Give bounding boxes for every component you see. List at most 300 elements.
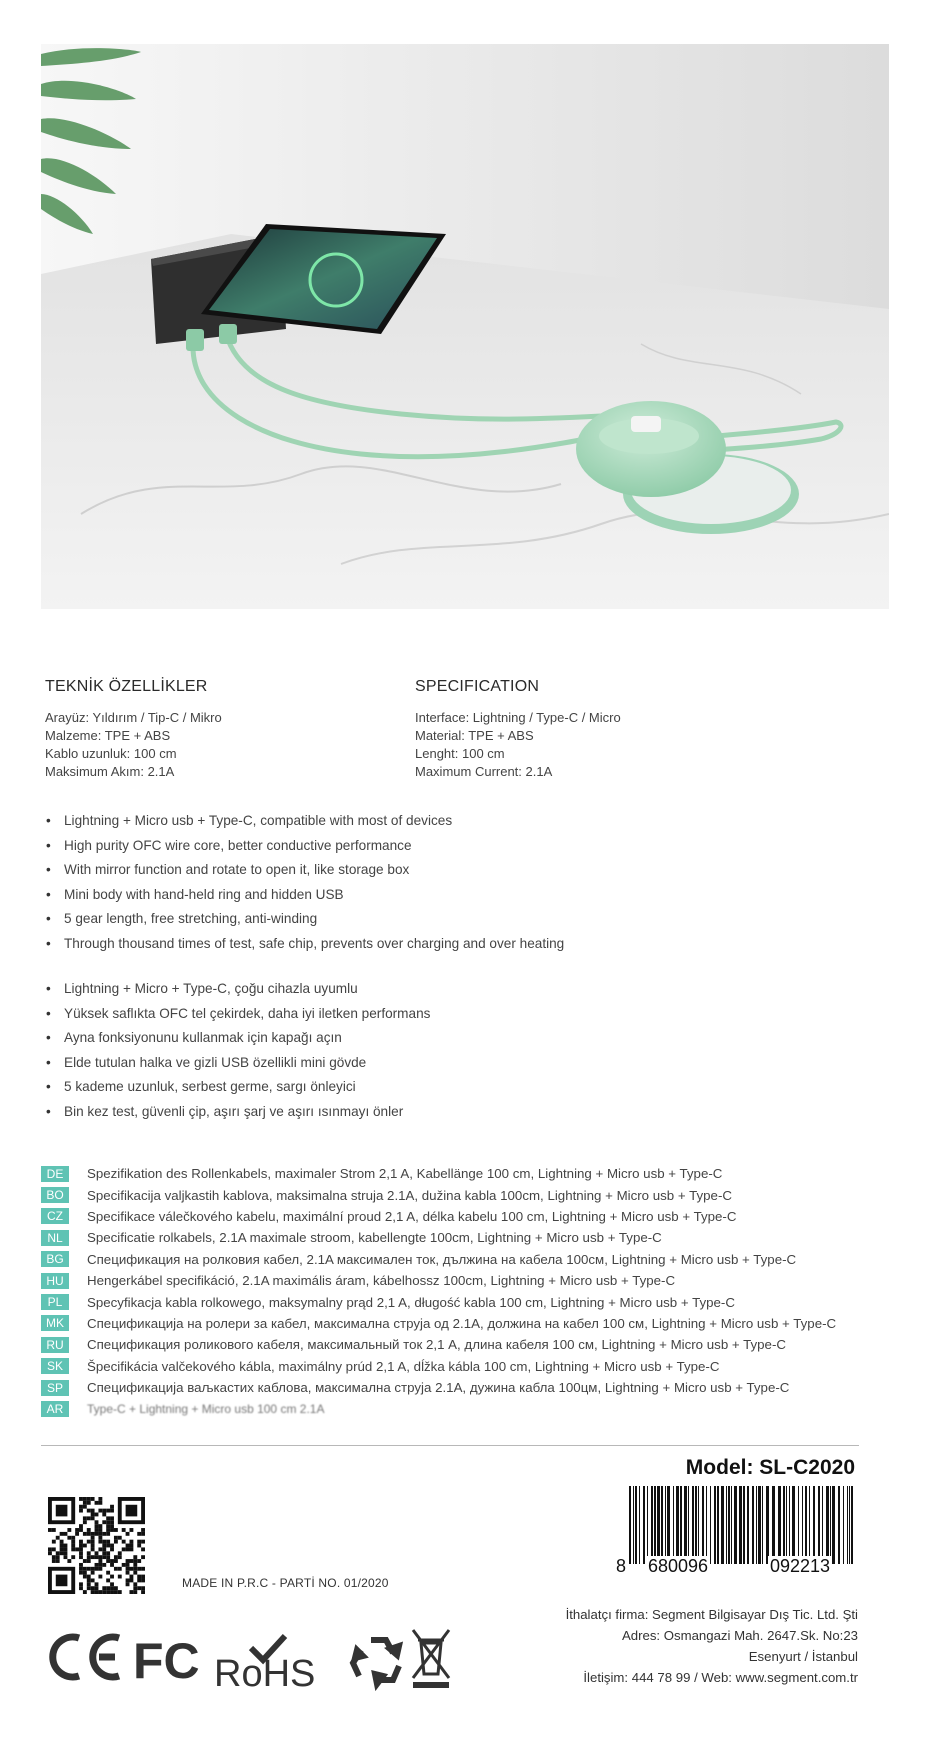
barcode-bar: [822, 1486, 823, 1564]
qr-module: [83, 1532, 87, 1536]
qr-module: [137, 1567, 141, 1571]
qr-module: [64, 1544, 68, 1548]
qr-module: [98, 1501, 102, 1505]
qr-module: [110, 1520, 114, 1524]
language-code-badge: DE: [41, 1166, 69, 1182]
qr-module: [118, 1536, 122, 1540]
qr-module: [91, 1536, 95, 1540]
qr-module: [87, 1528, 91, 1532]
qr-module: [106, 1540, 110, 1544]
qr-module: [110, 1528, 114, 1532]
barcode-bar: [843, 1486, 844, 1564]
qr-module: [129, 1567, 133, 1571]
language-row: [41, 1313, 836, 1334]
qr-module: [126, 1559, 130, 1563]
qr-module: [133, 1586, 137, 1590]
qr-module: [52, 1528, 56, 1532]
qr-module: [102, 1551, 106, 1555]
qr-module: [56, 1536, 60, 1540]
qr-module: [106, 1551, 110, 1555]
barcode-bar: [809, 1486, 810, 1564]
qr-module: [110, 1544, 114, 1548]
language-text: Hengerkábel specifikáció, 2.1A maximális áram, kábelhossz 100cm, Lightning + Micro usb + Type-C: [87, 1273, 676, 1289]
qr-module: [118, 1590, 122, 1594]
qr-module: [79, 1567, 83, 1571]
qr-module: [95, 1586, 99, 1590]
qr-module: [79, 1528, 83, 1532]
qr-module: [133, 1582, 137, 1586]
language-code-badge: HU: [41, 1273, 69, 1289]
qr-module: [79, 1524, 83, 1528]
qr-module: [91, 1571, 95, 1575]
qr-module: [71, 1536, 75, 1540]
language-row: [41, 1356, 836, 1377]
qr-module: [71, 1544, 75, 1548]
language-row: [41, 1398, 836, 1419]
qr-module: [79, 1551, 83, 1555]
qr-module: [137, 1586, 141, 1590]
feature-item: • Ayna fonksiyonunu kullanmak için kapağı açın: [46, 1026, 430, 1051]
language-code-badge: CZ: [41, 1208, 69, 1224]
qr-module: [56, 1559, 60, 1563]
qr-module: [87, 1582, 91, 1586]
qr-finder-module: [56, 1505, 68, 1517]
qr-module: [114, 1567, 118, 1571]
feature-item: • Lightning + Micro + Type-C, çoğu cihazla uyumlu: [46, 977, 430, 1002]
qr-module: [126, 1532, 130, 1536]
language-code-badge: SK: [41, 1358, 69, 1374]
certification-marks: [41, 1618, 481, 1693]
qr-module: [87, 1540, 91, 1544]
barcode-bar: [661, 1486, 663, 1564]
barcode-bar: [721, 1486, 724, 1564]
barcode-bar: [680, 1486, 682, 1564]
barcode-bar: [752, 1486, 754, 1564]
qr-module: [87, 1501, 91, 1505]
barcode-bar: [695, 1486, 697, 1564]
spec-line: Maximum Current: 2.1A: [415, 764, 553, 779]
ce-mark-icon: [53, 1637, 119, 1677]
language-code-badge: PL: [41, 1294, 69, 1310]
qr-module: [87, 1559, 91, 1563]
feature-item: • Mini body with hand-held ring and hidden USB: [46, 883, 564, 908]
qr-module: [122, 1563, 126, 1567]
feature-item: • 5 gear length, free stretching, anti-winding: [46, 907, 564, 932]
qr-module: [106, 1571, 110, 1575]
qr-module: [83, 1571, 87, 1575]
qr-module: [64, 1547, 68, 1551]
barcode-bar: [786, 1486, 787, 1564]
qr-module: [141, 1575, 145, 1579]
qr-module: [137, 1544, 141, 1548]
qr-module: [114, 1540, 118, 1544]
qr-module: [95, 1528, 99, 1532]
qr-module: [95, 1567, 99, 1571]
barcode-first-digit: 8: [616, 1556, 627, 1576]
language-text: Specificatie rolkabels, 2.1A maximale stroom, kabellengte 100cm, Lightning + Micro usb + Type-C: [87, 1230, 662, 1246]
qr-module: [110, 1590, 114, 1594]
qr-module: [98, 1567, 102, 1571]
qr-module: [56, 1555, 60, 1559]
qr-module: [102, 1547, 106, 1551]
qr-module: [91, 1497, 95, 1501]
qr-module: [110, 1559, 114, 1563]
qr-module: [102, 1590, 106, 1594]
barcode-bar: [818, 1486, 820, 1564]
qr-module: [110, 1575, 114, 1579]
barcode-bar: [665, 1486, 666, 1564]
qr-module: [95, 1563, 99, 1567]
language-text: Specifikacija valjkastih kablova, maksimalna struja 2.1A, dužina kabla 100cm, Lightning + Micro usb + Type-C: [87, 1187, 732, 1203]
barcode-bar: [830, 1486, 831, 1564]
qr-module: [102, 1563, 106, 1567]
made-in-label: MADE IN P.R.C - PARTİ NO. 01/2020: [182, 1576, 389, 1590]
qr-module: [83, 1590, 87, 1594]
qr-module: [106, 1532, 110, 1536]
qr-module: [79, 1509, 83, 1513]
qr-module: [79, 1505, 83, 1509]
qr-module: [137, 1540, 141, 1544]
language-text: Specyfikacja kabla rolkowego, maksymalny prąd 2,1 A, długość kabla 100 cm, Lightning + Micro usb + Type-C: [87, 1294, 735, 1310]
qr-module: [98, 1536, 102, 1540]
qr-module: [75, 1547, 79, 1551]
language-text: Спецификација ваљкастих каблова, максимална струја 2.1A, дужина кабла 100цм, Lightning + Micro usb + Type-C: [87, 1380, 790, 1396]
barcode-bar: [849, 1486, 850, 1564]
qr-module: [133, 1563, 137, 1567]
qr-module: [67, 1528, 71, 1532]
language-row: [41, 1291, 836, 1312]
qr-module: [106, 1559, 110, 1563]
barcode-bar: [739, 1486, 742, 1564]
qr-module: [106, 1578, 110, 1582]
barcode-bar: [747, 1486, 749, 1564]
qr-module: [98, 1509, 102, 1513]
qr-module: [126, 1571, 130, 1575]
language-text: Спецификација на ролери за кабел, максимална струја од 2.1A, должина на кабел 100 см, Lightning + Micro usb + Type-C: [87, 1315, 837, 1331]
qr-module: [106, 1528, 110, 1532]
barcode-bar: [673, 1486, 674, 1564]
barcode-bar: [676, 1486, 679, 1564]
qr-module: [52, 1540, 56, 1544]
qr-module: [64, 1551, 68, 1555]
qr-module: [79, 1582, 83, 1586]
qr-module: [98, 1590, 102, 1594]
barcode-bar: [734, 1486, 737, 1564]
qr-module: [122, 1547, 126, 1551]
qr-module: [98, 1497, 102, 1501]
qr-module: [98, 1540, 102, 1544]
qr-module: [133, 1555, 137, 1559]
qr-module: [129, 1528, 133, 1532]
qr-module: [95, 1501, 99, 1505]
spec-line: Lenght: 100 cm: [415, 746, 505, 761]
qr-module: [52, 1555, 56, 1559]
qr-module: [83, 1567, 87, 1571]
language-row: [41, 1249, 836, 1270]
language-row: [41, 1334, 836, 1355]
qr-module: [91, 1567, 95, 1571]
qr-module: [106, 1509, 110, 1513]
qr-module: [126, 1547, 130, 1551]
qr-module: [133, 1559, 137, 1563]
qr-module: [129, 1540, 133, 1544]
barcode-bar: [688, 1486, 689, 1564]
qr-module: [106, 1516, 110, 1520]
language-row: [41, 1184, 836, 1205]
qr-module: [102, 1586, 106, 1590]
qr-module: [60, 1540, 64, 1544]
qr-module: [83, 1544, 87, 1548]
language-code-badge: BO: [41, 1187, 69, 1203]
weee-crossed-bin-icon: [413, 1630, 449, 1688]
qr-module: [83, 1575, 87, 1579]
language-row: [41, 1206, 836, 1227]
qr-module: [79, 1497, 83, 1501]
qr-module: [87, 1567, 91, 1571]
qr-module: [133, 1571, 137, 1575]
language-row: [41, 1163, 836, 1184]
barcode-bar: [714, 1486, 716, 1564]
barcode: [629, 1486, 857, 1564]
qr-module: [98, 1555, 102, 1559]
qr-module: [106, 1555, 110, 1559]
barcode-bar: [726, 1486, 727, 1564]
qr-module: [98, 1563, 102, 1567]
barcode-left-digits: 680096: [648, 1556, 709, 1576]
rohs-mark-icon: [214, 1636, 315, 1693]
qr-module: [102, 1509, 106, 1513]
barcode-bar: [847, 1486, 848, 1564]
qr-module: [98, 1524, 102, 1528]
qr-module: [137, 1578, 141, 1582]
language-code-badge: SP: [41, 1380, 69, 1396]
qr-module: [60, 1532, 64, 1536]
barcode-bar: [805, 1486, 807, 1564]
language-code-badge: RU: [41, 1337, 69, 1353]
qr-module: [95, 1582, 99, 1586]
qr-module: [87, 1578, 91, 1582]
qr-module: [98, 1528, 102, 1532]
qr-module: [141, 1578, 145, 1582]
barcode-bar: [766, 1486, 769, 1564]
qr-module: [95, 1513, 99, 1517]
qr-module: [91, 1540, 95, 1544]
qr-module: [98, 1547, 102, 1551]
spec-line: Maksimum Akım: 2.1A: [45, 764, 175, 779]
qr-module: [141, 1528, 145, 1532]
qr-module: [79, 1544, 83, 1548]
qr-module: [75, 1528, 79, 1532]
qr-module: [141, 1590, 145, 1594]
barcode-bar: [654, 1486, 656, 1564]
barcode-bar: [756, 1486, 757, 1564]
qr-module: [118, 1555, 122, 1559]
qr-module: [60, 1551, 64, 1555]
qr-module: [87, 1497, 91, 1501]
qr-module: [91, 1544, 95, 1548]
qr-module: [87, 1516, 91, 1520]
qr-module: [110, 1547, 114, 1551]
barcode-bar: [698, 1486, 699, 1564]
qr-module: [110, 1582, 114, 1586]
language-spec-list: [41, 1163, 836, 1420]
qr-module: [87, 1555, 91, 1559]
language-row: [41, 1270, 836, 1291]
qr-module: [87, 1532, 91, 1536]
qr-module: [141, 1532, 145, 1536]
spec-line: Kablo uzunluk: 100 cm: [45, 746, 177, 761]
barcode-bar: [789, 1486, 790, 1564]
qr-finder-module: [126, 1505, 138, 1517]
model-number: Model: SL-C2020: [685, 1456, 855, 1479]
qr-module: [95, 1520, 99, 1524]
section-divider: [41, 1445, 859, 1446]
language-code-badge: AR: [41, 1401, 69, 1417]
qr-module: [79, 1586, 83, 1590]
spec-line: Malzeme: TPE + ABS: [45, 728, 171, 743]
qr-module: [71, 1540, 75, 1544]
barcode-right-digits: 092213: [770, 1556, 831, 1576]
language-text: Type-C + Lightning + Micro usb 100 cm 2.1A: [87, 1401, 325, 1416]
barcode-bar: [692, 1486, 694, 1564]
qr-module: [126, 1582, 130, 1586]
feature-item: • Elde tutulan halka ve gizli USB özellikli mini gövde: [46, 1051, 430, 1076]
qr-module: [67, 1559, 71, 1563]
barcode-bar: [838, 1486, 840, 1564]
qr-module: [91, 1513, 95, 1517]
qr-module: [126, 1567, 130, 1571]
language-text: Specifikace válečkového kabelu, maximální proud 2,1 A, délka kabelu 100 cm, Lightning + Micro usb + Type-C: [87, 1208, 737, 1224]
qr-module: [91, 1547, 95, 1551]
barcode-bar: [629, 1486, 631, 1564]
qr-module: [141, 1586, 145, 1590]
english-spec-list: [415, 709, 621, 781]
qr-module: [95, 1555, 99, 1559]
qr-module: [91, 1532, 95, 1536]
turkish-spec-list: [45, 709, 222, 781]
qr-module: [118, 1567, 122, 1571]
qr-module: [118, 1551, 122, 1555]
svg-text:RoHS: RoHS: [214, 1653, 316, 1693]
language-row: [41, 1227, 836, 1248]
qr-module: [102, 1532, 106, 1536]
qr-module: [102, 1544, 106, 1548]
qr-module: [95, 1524, 99, 1528]
qr-module: [110, 1563, 114, 1567]
barcode-bar: [635, 1486, 637, 1564]
qr-module: [95, 1551, 99, 1555]
qr-module: [95, 1532, 99, 1536]
qr-finder-module: [56, 1575, 68, 1587]
qr-module: [129, 1578, 133, 1582]
barcode-bar: [783, 1486, 785, 1564]
language-code-badge: BG: [41, 1251, 69, 1267]
qr-module: [133, 1590, 137, 1594]
feature-item: • Lightning + Micro usb + Type-C, compatible with most of devices: [46, 809, 564, 834]
language-text: Špecifikácia valčekového kábla, maximálny prúd 2,1 A, dĺžka kábla 100 cm, Lightning + Micro usb + Type-C: [87, 1358, 720, 1374]
barcode-bar: [731, 1486, 732, 1564]
qr-module: [60, 1547, 64, 1551]
qr-module: [106, 1586, 110, 1590]
qr-module: [56, 1551, 60, 1555]
qr-module: [52, 1559, 56, 1563]
qr-module: [71, 1555, 75, 1559]
qr-module: [129, 1544, 133, 1548]
qr-module: [79, 1540, 83, 1544]
qr-module: [114, 1559, 118, 1563]
qr-module: [98, 1532, 102, 1536]
qr-module: [141, 1540, 145, 1544]
qr-module: [114, 1528, 118, 1532]
feature-item: • 5 kademe uzunluk, serbest germe, sargı önleyici: [46, 1075, 430, 1100]
qr-module: [98, 1575, 102, 1579]
qr-module: [122, 1540, 126, 1544]
qr-module: [75, 1532, 79, 1536]
qr-module: [83, 1559, 87, 1563]
qr-module: [102, 1513, 106, 1517]
barcode-bar: [684, 1486, 687, 1564]
qr-module: [91, 1578, 95, 1582]
language-text: Spezifikation des Rollenkabels, maximaler Strom 2,1 A, Kabellänge 100 cm, Lightning + Micro usb + Type-C: [87, 1166, 723, 1182]
qr-module: [52, 1547, 56, 1551]
language-text: Спецификация роликового кабеля, максимальный ток 2,1 A, длина кабеля 100 см, Lightning + Micro usb + Type-C: [87, 1337, 786, 1353]
qr-module: [60, 1544, 64, 1548]
qr-module: [129, 1590, 133, 1594]
qr-module: [91, 1555, 95, 1559]
barcode-bar: [643, 1486, 645, 1564]
features-tr-list: [46, 977, 430, 1125]
language-row: [41, 1377, 836, 1398]
qr-module: [137, 1532, 141, 1536]
barcode-bar: [826, 1486, 829, 1564]
qr-module: [102, 1520, 106, 1524]
importer-line: İthalatçı firma: Segment Bilgisayar Dış Tic. Ltd. Şti: [565, 1607, 858, 1622]
qr-module: [83, 1516, 87, 1520]
barcode-bar: [706, 1486, 707, 1564]
qr-module: [106, 1544, 110, 1548]
language-code-badge: NL: [41, 1230, 69, 1246]
qr-module: [141, 1555, 145, 1559]
barcode-bar: [758, 1486, 761, 1564]
qr-module: [106, 1520, 110, 1524]
barcode-bar: [633, 1486, 634, 1564]
qr-module: [91, 1516, 95, 1520]
qr-module: [83, 1505, 87, 1509]
qr-module: [141, 1567, 145, 1571]
spec-line: Arayüz: Yıldırım / Tip-C / Mikro: [45, 710, 222, 725]
qr-module: [126, 1578, 130, 1582]
qr-module: [114, 1555, 118, 1559]
feature-item: • With mirror function and rotate to open it, like storage box: [46, 858, 564, 883]
importer-line: Adres: Osmangazi Mah. 2647.Sk. No:23: [621, 1628, 858, 1643]
barcode-bar: [667, 1486, 670, 1564]
qr-module: [129, 1575, 133, 1579]
barcode-bar: [772, 1486, 775, 1564]
qr-code: [48, 1497, 145, 1594]
barcode-bar: [743, 1486, 745, 1564]
qr-module: [110, 1524, 114, 1528]
qr-module: [110, 1516, 114, 1520]
english-spec-heading: SPECIFICATION: [415, 678, 540, 695]
qr-module: [87, 1575, 91, 1579]
qr-module: [67, 1536, 71, 1540]
qr-module: [79, 1571, 83, 1575]
barcode-bar: [702, 1486, 704, 1564]
barcode-bar: [798, 1486, 799, 1564]
feature-item: • Through thousand times of test, safe chip, prevents over charging and over heating: [46, 932, 564, 957]
qr-module: [133, 1567, 137, 1571]
product-photo: [41, 44, 889, 609]
